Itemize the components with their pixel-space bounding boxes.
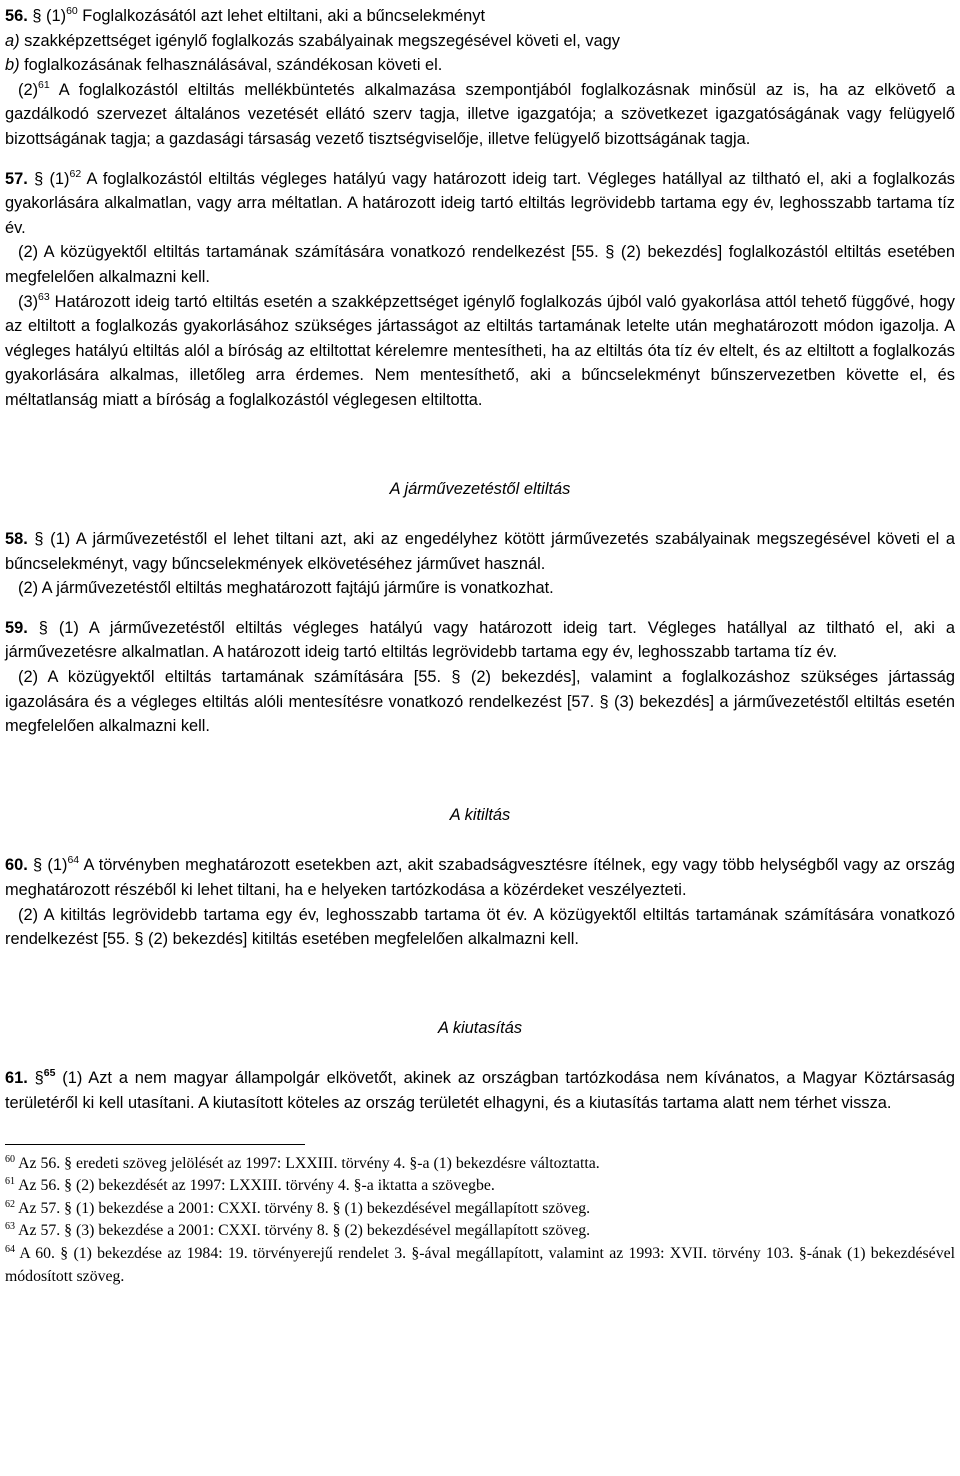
section-number: 58. [5, 530, 28, 549]
section-number: 56. [5, 7, 28, 25]
section-56-para-2 [5, 78, 955, 152]
footnote-ref[interactable]: 60 [66, 5, 78, 17]
section-59-para-2: (2) A közügyektől eltiltás tartamának számítására [55. § (2) bekezdés], valamint a foglalkozáshoz szükséges jártasság igazolására és a végleges eltiltás alóli mentesítésre vonatkozó rendelkezést [57. § (3) bekezdés] a járművezetéstől eltiltás esetén megfelelően alkalmazni kell. [5, 668, 955, 736]
paragraph-text: § (1) A járművezetéstől el lehet tiltani azt, aki az engedélyhez kötött járművezetés szabályainak megszegésével követi el a bűncselekményt, vagy bűncselekmények elkövetéséhez járművet használ. [5, 530, 955, 573]
footnote-text: A 60. § (1) bekezdése az 1984: 19. törvényerejű rendelet 3. §-ával megállapított, valamint az 1993: XVII. törvény 103. §-ának (1) bekezdésével módosított szöveg. [5, 1244, 955, 1285]
para-marker: (1) [43, 169, 70, 188]
footnote [5, 1175, 955, 1198]
item-text: foglalkozásának felhasználásával, szándékosan követi el. [19, 56, 443, 75]
footnote [5, 1198, 955, 1221]
section-56-item-b [5, 53, 955, 78]
footnote-text: Az 57. § (3) bekezdése a 2001: CXXI. törvény 8. § (2) bekezdésével megállapított szöveg. [15, 1222, 591, 1240]
para-marker: (1) [41, 7, 67, 25]
document-page [5, 4, 955, 1288]
footnote [5, 1220, 955, 1243]
footnote-number: 63 [5, 1221, 15, 1233]
section-57-para-2: (2) A közügyektől eltiltás tartamának számítására vonatkozó rendelkezést [55. § (2) bekezdés] foglalkozástól eltiltás esetében megfelelően alkalmazni kell. [5, 243, 955, 286]
section-60-para-1 [5, 853, 955, 902]
para-marker: § [27, 1069, 44, 1088]
para-marker: § (1) [27, 856, 68, 875]
paragraph-text: A foglalkozástól eltiltás mellékbüntetés alkalmazása szempontjából foglalkozásnak minősül az is, ha az elkövető a gazdálkodó szervezet általános vezetését ellátó szerv tagja, illetve igazgatója; a szövetkezet igazgatóságának vagy felügyelő bizottságának tagja; a gazdasági társaság vezető tisztségviselője, illetve felügyelő bizottságának tagja. [5, 80, 955, 148]
footnote-ref[interactable]: 64 [67, 854, 80, 867]
footnote-ref[interactable]: 61 [38, 78, 50, 91]
footnote-number: 61 [5, 1176, 15, 1188]
section-56-item-a [5, 29, 955, 54]
section-58-para-2: (2) A járművezetéstől eltiltás meghatározott fajtájú járműre is vonatkozhat. [18, 579, 554, 598]
section-58-para-1 [5, 527, 955, 576]
item-label: b) [5, 56, 20, 75]
footnote-text: Az 56. § eredeti szöveg jelölését az 1997: LXXIII. törvény 4. §-a (1) bekezdésre változtatta. [15, 1154, 600, 1172]
section-57-para-1: 57. § $(1)^{62}$ A foglalkozástól eltiltás végleges hatályú vagy határozott ideig tart. Végleges hatállyal az tiltható el, aki a foglalkozás gyakorlására alkalmatlan, vagy arra méltatlan. A határozott ideig tartó eltiltás legrövidebb tartama egy év, leghosszabb tartama tíz év. [5, 167, 955, 237]
item-label: a) [5, 31, 20, 50]
para-marker: (3) [18, 292, 39, 311]
footnote-number: 64 [5, 1243, 15, 1255]
footnote-text: Az 57. § (1) bekezdése a 2001: CXXI. törvény 8. § (1) bekezdésével megállapított szöveg. [15, 1199, 591, 1217]
footnote-ref[interactable]: 63 [38, 290, 50, 303]
section-number: 57. [5, 169, 28, 188]
paragraph-text: A törvényben meghatározott esetekben azt, akit szabadságvesztésre ítélnek, egy vagy több helységből vagy az ország meghatározott részéből ki lehet tiltani, ha e helyeken tartózkodása a közérdeket veszélyezteti. [5, 856, 955, 900]
section-59-para-1 [5, 616, 955, 665]
paragraph-text: A foglalkozástól eltiltás végleges hatályú vagy határozott ideig tart. Végleges hatállyal az tiltható el, aki a foglalkozás gyakorlására alkalmatlan, vagy arra méltatlan. A határozott ideig tartó eltiltás legrövidebb tartama egy év, leghosszabb tartama tíz év. [5, 169, 955, 237]
section-57-para-3 [5, 290, 955, 413]
heading-kitiltas: A kitiltás [449, 805, 511, 824]
section-number: 59. [5, 618, 28, 637]
para-marker: (2) [18, 80, 39, 99]
heading-kiutasitas: A kiutasítás [437, 1018, 523, 1037]
paragraph-text: Határozott ideig tartó eltiltás esetén a szakképzettséget igénylő foglalkozás újból való gyakorlása attól tehető függővé, hogy az eltiltott a foglalkozás gyakorlásához szükséges jártasságot az eltiltás tartamának letelte után meghatározott módon igazolja. A végleges hatályú eltiltás alól a bíróság az eltiltottat kérelemre mentesítheti, ha az eltiltás óta tíz év eltelt, és az eltiltott a foglalkozás gyakorlására alkalmas, illetőleg arra érdemes. Nem mentesíthető, aki a bűncselekményt bűnszervezetben követte el, és méltatlanság miatt a bíróság a foglalkozástól véglegesen eltiltotta. [5, 292, 955, 409]
paragraph-text: (1) Azt a nem magyar állampolgár elkövetőt, akinek az országban tartózkodása nem kívánatos, a Magyar Köztársaság területéről ki kell utasítani. A kiutasított köteles az ország területét elhagyni, és a kiutasítás tartama alatt nem térhet vissza. [5, 1069, 955, 1112]
section-61-para-1 [5, 1066, 955, 1115]
heading-jarmuvezetes: A járművezetéstől eltiltás [389, 479, 571, 498]
footnote [5, 1243, 955, 1288]
footnote-number: 60 [5, 1153, 15, 1165]
section-60-para-2: (2) A kitiltás legrövidebb tartama egy év, leghosszabb tartama öt év. A közügyektől eltiltás tartamának számítására vonatkozó rendelkezést [55. § (2) bekezdés] kitiltás esetében megfelelően alkalmazni kell. [5, 905, 955, 949]
footnote-text: Az 56. § (2) bekezdését az 1997: LXXIII. törvény 4. §-a iktatta a szövegbe. [15, 1177, 495, 1195]
item-text: szakképzettséget igénylő foglalkozás szabályainak megszegésével követi el, vagy [19, 31, 620, 50]
paragraph-text: Foglalkozásától azt lehet eltiltani, aki a bűncselekményt [77, 7, 486, 25]
paragraph-text: § (1) A járművezetéstől eltiltás végleges hatályú vagy határozott ideig tart. Végleges hatállyal az tiltható el, aki a járművezetésre alkalmatlan. A határozott ideig tartó eltiltás legrövidebb tartama egy év, leghosszabb tartama tíz év. [5, 618, 955, 662]
footnote-separator [5, 1144, 305, 1145]
footnote-ref[interactable]: 65 [43, 1067, 56, 1080]
footnote-number: 62 [5, 1198, 15, 1210]
section-number: 60. [5, 856, 28, 875]
footnote [5, 1153, 955, 1176]
footnote-ref[interactable]: 62 [69, 167, 82, 180]
section-number: 61. [5, 1069, 28, 1088]
footnotes [5, 1153, 955, 1289]
section-56-para-1: 56. § $(1)^{60}$ Foglalkozásától azt lehet eltiltani, aki a bűncselekményt [5, 5, 486, 25]
